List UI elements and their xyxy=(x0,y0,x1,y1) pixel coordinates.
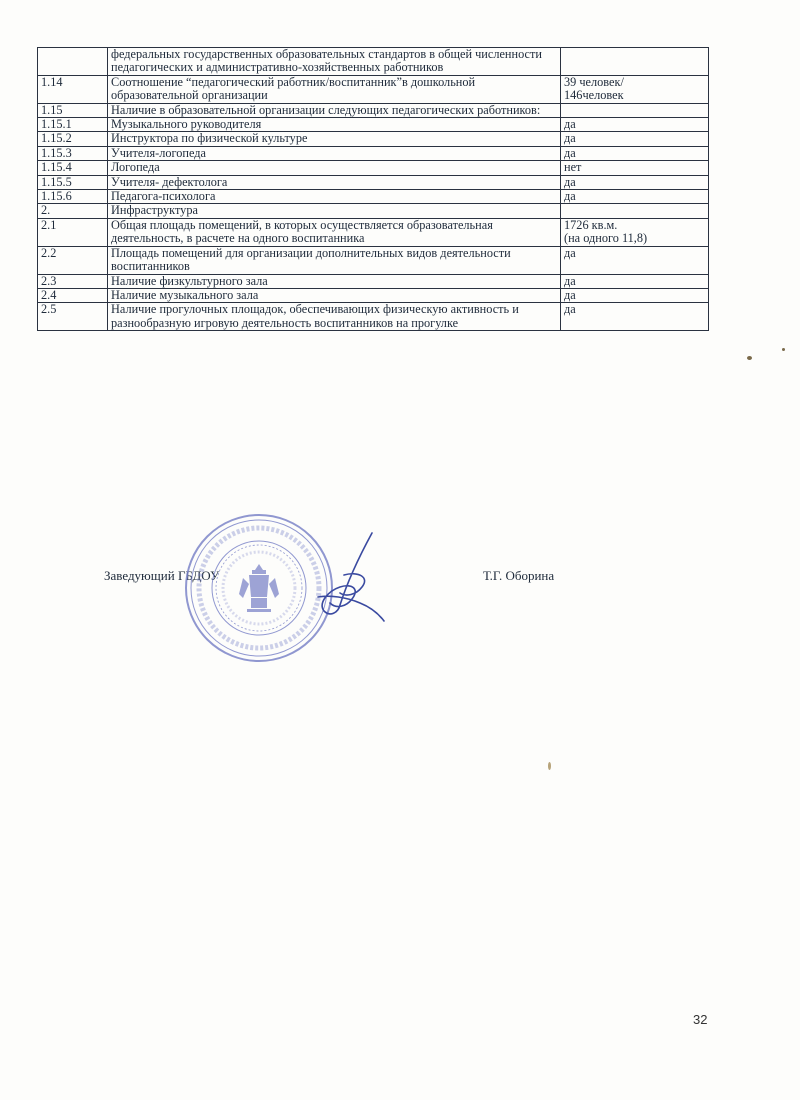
table-row xyxy=(38,75,709,103)
value-cell: 1726 кв.м. (на одного 11,8) xyxy=(561,218,709,246)
indicator-cell: Педагога-психолога xyxy=(108,190,561,204)
row-number-cell: 1.15.6 xyxy=(38,190,108,204)
scan-speck xyxy=(782,348,785,351)
indicator-cell: Наличие музыкального зала xyxy=(108,288,561,302)
row-number-cell: 1.14 xyxy=(38,75,108,103)
value-cell: да xyxy=(561,246,709,274)
table-row xyxy=(38,132,709,146)
indicators-table xyxy=(37,47,709,331)
indicator-cell: Учителя-логопеда xyxy=(108,146,561,160)
row-number-cell xyxy=(38,48,108,76)
table-row xyxy=(38,218,709,246)
indicator-cell: Наличие в образовательной организации следующих педагогических работников: xyxy=(108,103,561,117)
row-number-cell: 1.15.1 xyxy=(38,118,108,132)
row-number-cell: 2.1 xyxy=(38,218,108,246)
scan-speck xyxy=(548,762,551,770)
table-row xyxy=(38,103,709,117)
row-number-cell: 1.15.3 xyxy=(38,146,108,160)
signature-name: Т.Г. Оборина xyxy=(483,568,555,583)
indicator-cell: Наличие физкультурного зала xyxy=(108,274,561,288)
row-number-cell: 2.4 xyxy=(38,288,108,302)
row-number-cell: 2. xyxy=(38,204,108,218)
value-cell xyxy=(561,103,709,117)
value-cell: да xyxy=(561,303,709,331)
table-row xyxy=(38,303,709,331)
indicators-table-body xyxy=(38,48,709,331)
value-cell: 39 человек/ 146человек xyxy=(561,75,709,103)
indicator-cell: Музыкального руководителя xyxy=(108,118,561,132)
value-cell xyxy=(561,204,709,218)
value-cell: нет xyxy=(561,161,709,175)
signature-position: Заведующий ГБДОУ xyxy=(104,568,220,583)
value-cell: да xyxy=(561,274,709,288)
table-row xyxy=(38,161,709,175)
row-number-cell: 2.3 xyxy=(38,274,108,288)
indicator-cell: Общая площадь помещений, в которых осуществляется образовательная деятельность, в расчете на одного воспитанника xyxy=(108,218,561,246)
indicator-cell: Инфраструктура xyxy=(108,204,561,218)
row-number-cell: 1.15 xyxy=(38,103,108,117)
table-row xyxy=(38,288,709,302)
table-row xyxy=(38,175,709,189)
indicator-cell: Инструктора по физической культуре xyxy=(108,132,561,146)
row-number-cell: 1.15.2 xyxy=(38,132,108,146)
table-row xyxy=(38,204,709,218)
value-cell: да xyxy=(561,288,709,302)
page-number: 32 xyxy=(693,1012,708,1027)
row-number-cell: 2.2 xyxy=(38,246,108,274)
table-row xyxy=(38,146,709,160)
indicator-cell: федеральных государственных образовательных стандартов в общей численности педагогических и административно-хозяйственных работников xyxy=(108,48,561,76)
row-number-cell: 1.15.4 xyxy=(38,161,108,175)
indicator-cell: Соотношение “педагогический работник/воспитанник”в дошкольной образовательной организации xyxy=(108,75,561,103)
table-row xyxy=(38,48,709,76)
value-cell: да xyxy=(561,146,709,160)
handwritten-signature xyxy=(300,525,390,625)
value-cell xyxy=(561,48,709,76)
table-row xyxy=(38,118,709,132)
indicator-cell: Площадь помещений для организации дополнительных видов деятельности воспитанников xyxy=(108,246,561,274)
scan-speck xyxy=(747,356,752,360)
row-number-cell: 2.5 xyxy=(38,303,108,331)
row-number-cell: 1.15.5 xyxy=(38,175,108,189)
value-cell: да xyxy=(561,118,709,132)
value-cell: да xyxy=(561,175,709,189)
indicator-cell: Учителя- дефектолога xyxy=(108,175,561,189)
value-cell: да xyxy=(561,190,709,204)
indicator-cell: Логопеда xyxy=(108,161,561,175)
table-row xyxy=(38,246,709,274)
table-row xyxy=(38,274,709,288)
value-cell: да xyxy=(561,132,709,146)
table-row xyxy=(38,190,709,204)
indicator-cell: Наличие прогулочных площадок, обеспечивающих физическую активность и разнообразную игровую деятельность воспитанников на прогулке xyxy=(108,303,561,331)
